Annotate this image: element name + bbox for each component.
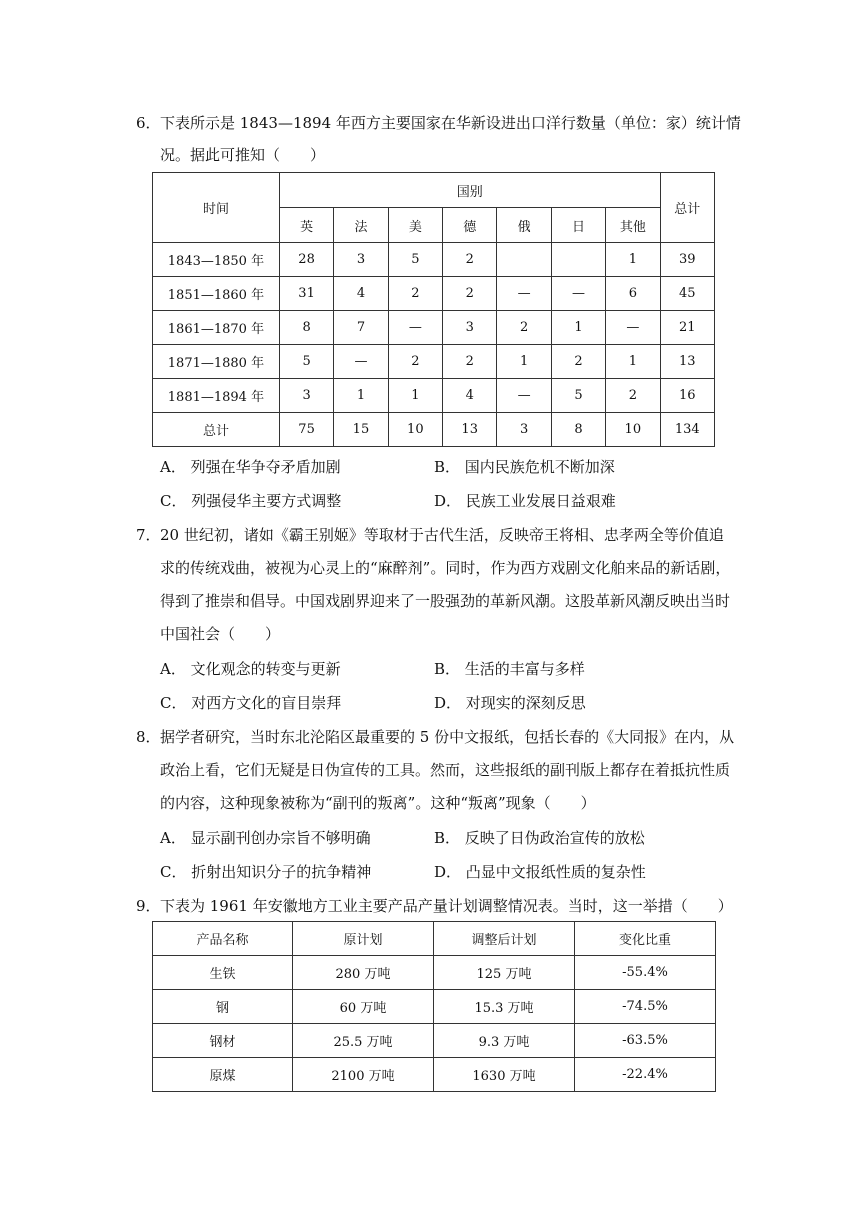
q6-country-header: 日 <box>551 208 605 243</box>
q6-period-cell: 1843—1850 年 <box>153 243 280 277</box>
q6-value-cell: 2 <box>443 277 497 311</box>
q6-value-cell: 3 <box>279 379 333 413</box>
q6-value-cell: 1 <box>551 311 605 345</box>
q6-sum-cell: 75 <box>279 413 333 447</box>
q6-stem-line2: 况。据此可推知（ ） <box>160 146 326 164</box>
q7-number: 7． <box>136 526 161 544</box>
q9-cell: 生铁 <box>153 956 293 990</box>
q9-cell: 125 万吨 <box>434 956 575 990</box>
q6-value-cell: 5 <box>551 379 605 413</box>
table-row <box>153 243 715 277</box>
q6-value-cell: 3 <box>443 311 497 345</box>
q6-value-cell: — <box>388 311 442 345</box>
q9-number: 9． <box>136 897 161 915</box>
q6-value-cell: 1 <box>606 345 660 379</box>
q6-stem-line1: 下表所示是 1843—1894 年西方主要国家在华新设进出口洋行数量（单位：家）统计情 <box>160 114 741 132</box>
q6-country-header: 美 <box>388 208 442 243</box>
q9-cell: -55.4% <box>575 956 716 990</box>
q6-value-cell: 2 <box>388 277 442 311</box>
q6-header-country: 国别 <box>279 173 660 208</box>
table-row <box>153 1058 716 1092</box>
q6-value-cell: — <box>497 277 551 311</box>
q6-value-cell: 2 <box>443 243 497 277</box>
q6-value-cell: 3 <box>334 243 388 277</box>
q6-country-header: 俄 <box>497 208 551 243</box>
q6-value-cell: — <box>606 311 660 345</box>
q6-value-cell: 2 <box>606 379 660 413</box>
q7-option-d: D． 对现实的深刻反思 <box>434 694 586 712</box>
q6-value-cell: 2 <box>551 345 605 379</box>
q8-option-a: A． 显示副刊创办宗旨不够明确 <box>160 829 371 847</box>
q6-value-cell: 4 <box>443 379 497 413</box>
q8-number: 8． <box>136 728 161 746</box>
q9-header-cell: 变化比重 <box>575 922 716 956</box>
q6-option-b: B． 国内民族危机不断加深 <box>434 458 615 476</box>
q8-stem-line: 政治上看，它们无疑是日伪宣传的工具。然而，这些报纸的副刊版上都存在着抵抗性质 <box>160 761 731 779</box>
q6-sum-cell: 13 <box>443 413 497 447</box>
q6-period-cell: 1871—1880 年 <box>153 345 280 379</box>
q6-total-cell: 21 <box>660 311 714 345</box>
table-row <box>153 990 716 1024</box>
q7-option-c: C． 对西方文化的盲目崇拜 <box>160 694 342 712</box>
q6-value-cell: 8 <box>279 311 333 345</box>
q6-value-cell: — <box>551 277 605 311</box>
table-header-row <box>153 922 716 956</box>
table-row <box>153 277 715 311</box>
q6-country-header: 德 <box>443 208 497 243</box>
q6-value-cell: 1 <box>497 345 551 379</box>
q6-country-header: 其他 <box>606 208 660 243</box>
q7-stem-line: 求的传统戏曲，被视为心灵上的“麻醉剂”。同时，作为西方戏剧文化舶来品的新话剧， <box>160 559 731 577</box>
q6-value-cell: — <box>334 345 388 379</box>
q9-cell: 60 万吨 <box>293 990 434 1024</box>
q6-period-cell: 1851—1860 年 <box>153 277 280 311</box>
q8-option-b: B． 反映了日伪政治宣传的放松 <box>434 829 645 847</box>
q9-cell: 2100 万吨 <box>293 1058 434 1092</box>
q6-period-cell: 1881—1894 年 <box>153 379 280 413</box>
q6-value-cell: 4 <box>334 277 388 311</box>
table-row <box>153 1024 716 1058</box>
q9-cell: -22.4% <box>575 1058 716 1092</box>
q9-header-cell: 原计划 <box>293 922 434 956</box>
q6-value-cell: 1 <box>606 243 660 277</box>
q6-value-cell: 1 <box>388 379 442 413</box>
table-row <box>153 379 715 413</box>
q6-sum-cell: 15 <box>334 413 388 447</box>
q6-value-cell: 28 <box>279 243 333 277</box>
q6-country-header: 英 <box>279 208 333 243</box>
q9-cell: -63.5% <box>575 1024 716 1058</box>
q9-cell: 25.5 万吨 <box>293 1024 434 1058</box>
q9-cell: 9.3 万吨 <box>434 1024 575 1058</box>
q9-cell: 原煤 <box>153 1058 293 1092</box>
table-row <box>153 413 715 447</box>
q9-stem-line1: 下表为 1961 年安徽地方工业主要产品产量计划调整情况表。当时，这一举措（ ） <box>160 897 733 915</box>
q6-value-cell: 7 <box>334 311 388 345</box>
q9-cell: 钢 <box>153 990 293 1024</box>
q7-option-a: A． 文化观念的转变与更新 <box>160 660 341 678</box>
q6-header-total: 总计 <box>660 173 714 243</box>
q8-option-c: C． 折射出知识分子的抗争精神 <box>160 863 372 881</box>
q6-value-cell: 2 <box>497 311 551 345</box>
q6-number: 6． <box>136 114 161 132</box>
q6-value-cell: 5 <box>388 243 442 277</box>
q7-option-b: B． 生活的丰富与多样 <box>434 660 585 678</box>
table-row <box>153 956 716 990</box>
q6-total-cell: 16 <box>660 379 714 413</box>
q6-option-c: C． 列强侵华主要方式调整 <box>160 492 342 510</box>
q6-period-cell: 1861—1870 年 <box>153 311 280 345</box>
q9-cell: 280 万吨 <box>293 956 434 990</box>
q6-total-cell: 13 <box>660 345 714 379</box>
q8-stem-line: 据学者研究，当时东北沦陷区最重要的 5 份中文报纸，包括长春的《大同报》在内，从 <box>160 728 735 746</box>
q6-value-cell: 2 <box>388 345 442 379</box>
q9-cell: 1630 万吨 <box>434 1058 575 1092</box>
q6-value-cell <box>551 243 605 277</box>
q6-value-cell: — <box>497 379 551 413</box>
q9-cell: 15.3 万吨 <box>434 990 575 1024</box>
q9-table <box>152 921 716 1092</box>
q6-header-time: 时间 <box>153 173 280 243</box>
q6-total-cell: 45 <box>660 277 714 311</box>
q9-header-cell: 产品名称 <box>153 922 293 956</box>
q6-value-cell: 31 <box>279 277 333 311</box>
q6-sum-cell: 3 <box>497 413 551 447</box>
table-row <box>153 311 715 345</box>
q9-cell: 钢材 <box>153 1024 293 1058</box>
q6-value-cell: 2 <box>443 345 497 379</box>
q6-sum-cell: 10 <box>606 413 660 447</box>
q6-country-header: 法 <box>334 208 388 243</box>
q6-total-cell: 39 <box>660 243 714 277</box>
q6-sum-cell: 10 <box>388 413 442 447</box>
q9-header-cell: 调整后计划 <box>434 922 575 956</box>
q6-sum-total: 134 <box>660 413 714 447</box>
q6-value-cell <box>497 243 551 277</box>
table-row <box>153 345 715 379</box>
q7-stem-line: 20 世纪初，诸如《霸王别姬》等取材于古代生活，反映帝王将相、忠孝两全等价值追 <box>160 526 724 544</box>
q7-stem-line: 中国社会（ ） <box>160 625 281 643</box>
q6-value-cell: 1 <box>334 379 388 413</box>
q8-option-d: D． 凸显中文报纸性质的复杂性 <box>434 863 646 881</box>
q9-cell: -74.5% <box>575 990 716 1024</box>
q6-value-cell: 6 <box>606 277 660 311</box>
q6-option-a: A． 列强在华争夺矛盾加剧 <box>160 458 341 476</box>
q8-stem-line: 的内容，这种现象被称为“副刊的叛离”。这种“叛离”现象（ ） <box>160 794 596 812</box>
q7-stem-line: 得到了推崇和倡导。中国戏剧界迎来了一股强劲的革新风潮。这股革新风潮反映出当时 <box>160 592 731 610</box>
q6-table <box>152 172 715 447</box>
q6-option-d: D． 民族工业发展日益艰难 <box>434 492 616 510</box>
q6-sum-cell: 8 <box>551 413 605 447</box>
q6-value-cell: 5 <box>279 345 333 379</box>
q6-sum-label: 总计 <box>153 413 280 447</box>
